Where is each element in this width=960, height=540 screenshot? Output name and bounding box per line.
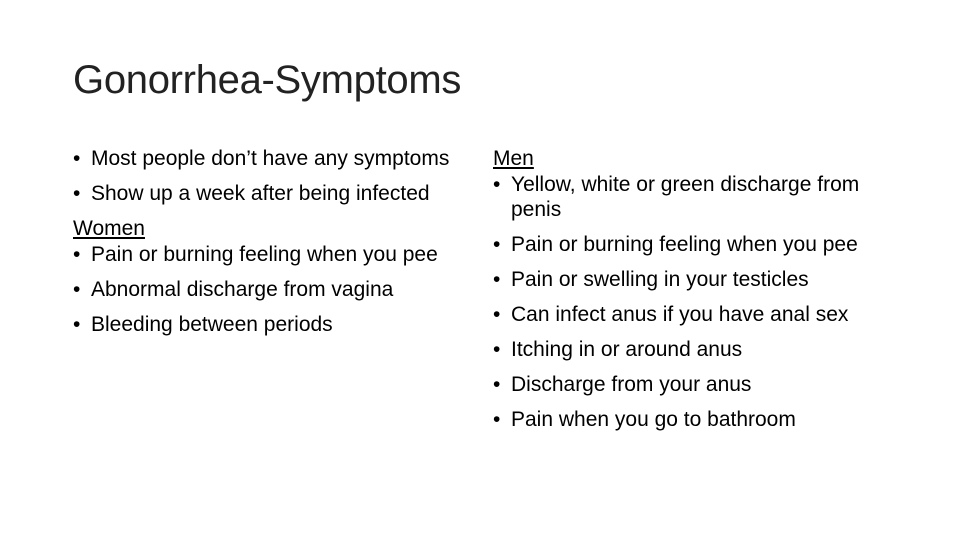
men-heading: Men: [493, 147, 534, 170]
bullet-item: • Most people don’t have any symptoms: [73, 146, 463, 171]
women-bullet-list: [73, 242, 463, 337]
women-heading: Women: [73, 217, 145, 240]
bullet-item: • Can infect anus if you have anal sex: [493, 302, 913, 327]
bullet-item: • Abnormal discharge from vagina: [73, 277, 463, 302]
bullet-item: • Pain or swelling in your testicles: [493, 267, 913, 292]
bullet-item: • Show up a week after being infected: [73, 181, 463, 206]
right-column: [493, 146, 913, 432]
left-column: [73, 146, 463, 337]
bullet-item: • Discharge from your anus: [493, 372, 913, 397]
bullet-item: • Bleeding between periods: [73, 312, 463, 337]
bullet-item: • Pain or burning feeling when you pee: [493, 232, 913, 257]
bullet-item: • Yellow, white or green discharge from penis: [493, 172, 913, 222]
intro-bullet-list: [73, 146, 463, 206]
men-bullet-list: [493, 172, 913, 432]
bullet-item: • Itching in or around anus: [493, 337, 913, 362]
bullet-item: • Pain when you go to bathroom: [493, 407, 913, 432]
slide-title: Gonorrhea-Symptoms: [73, 58, 462, 102]
bullet-item: • Pain or burning feeling when you pee: [73, 242, 463, 267]
